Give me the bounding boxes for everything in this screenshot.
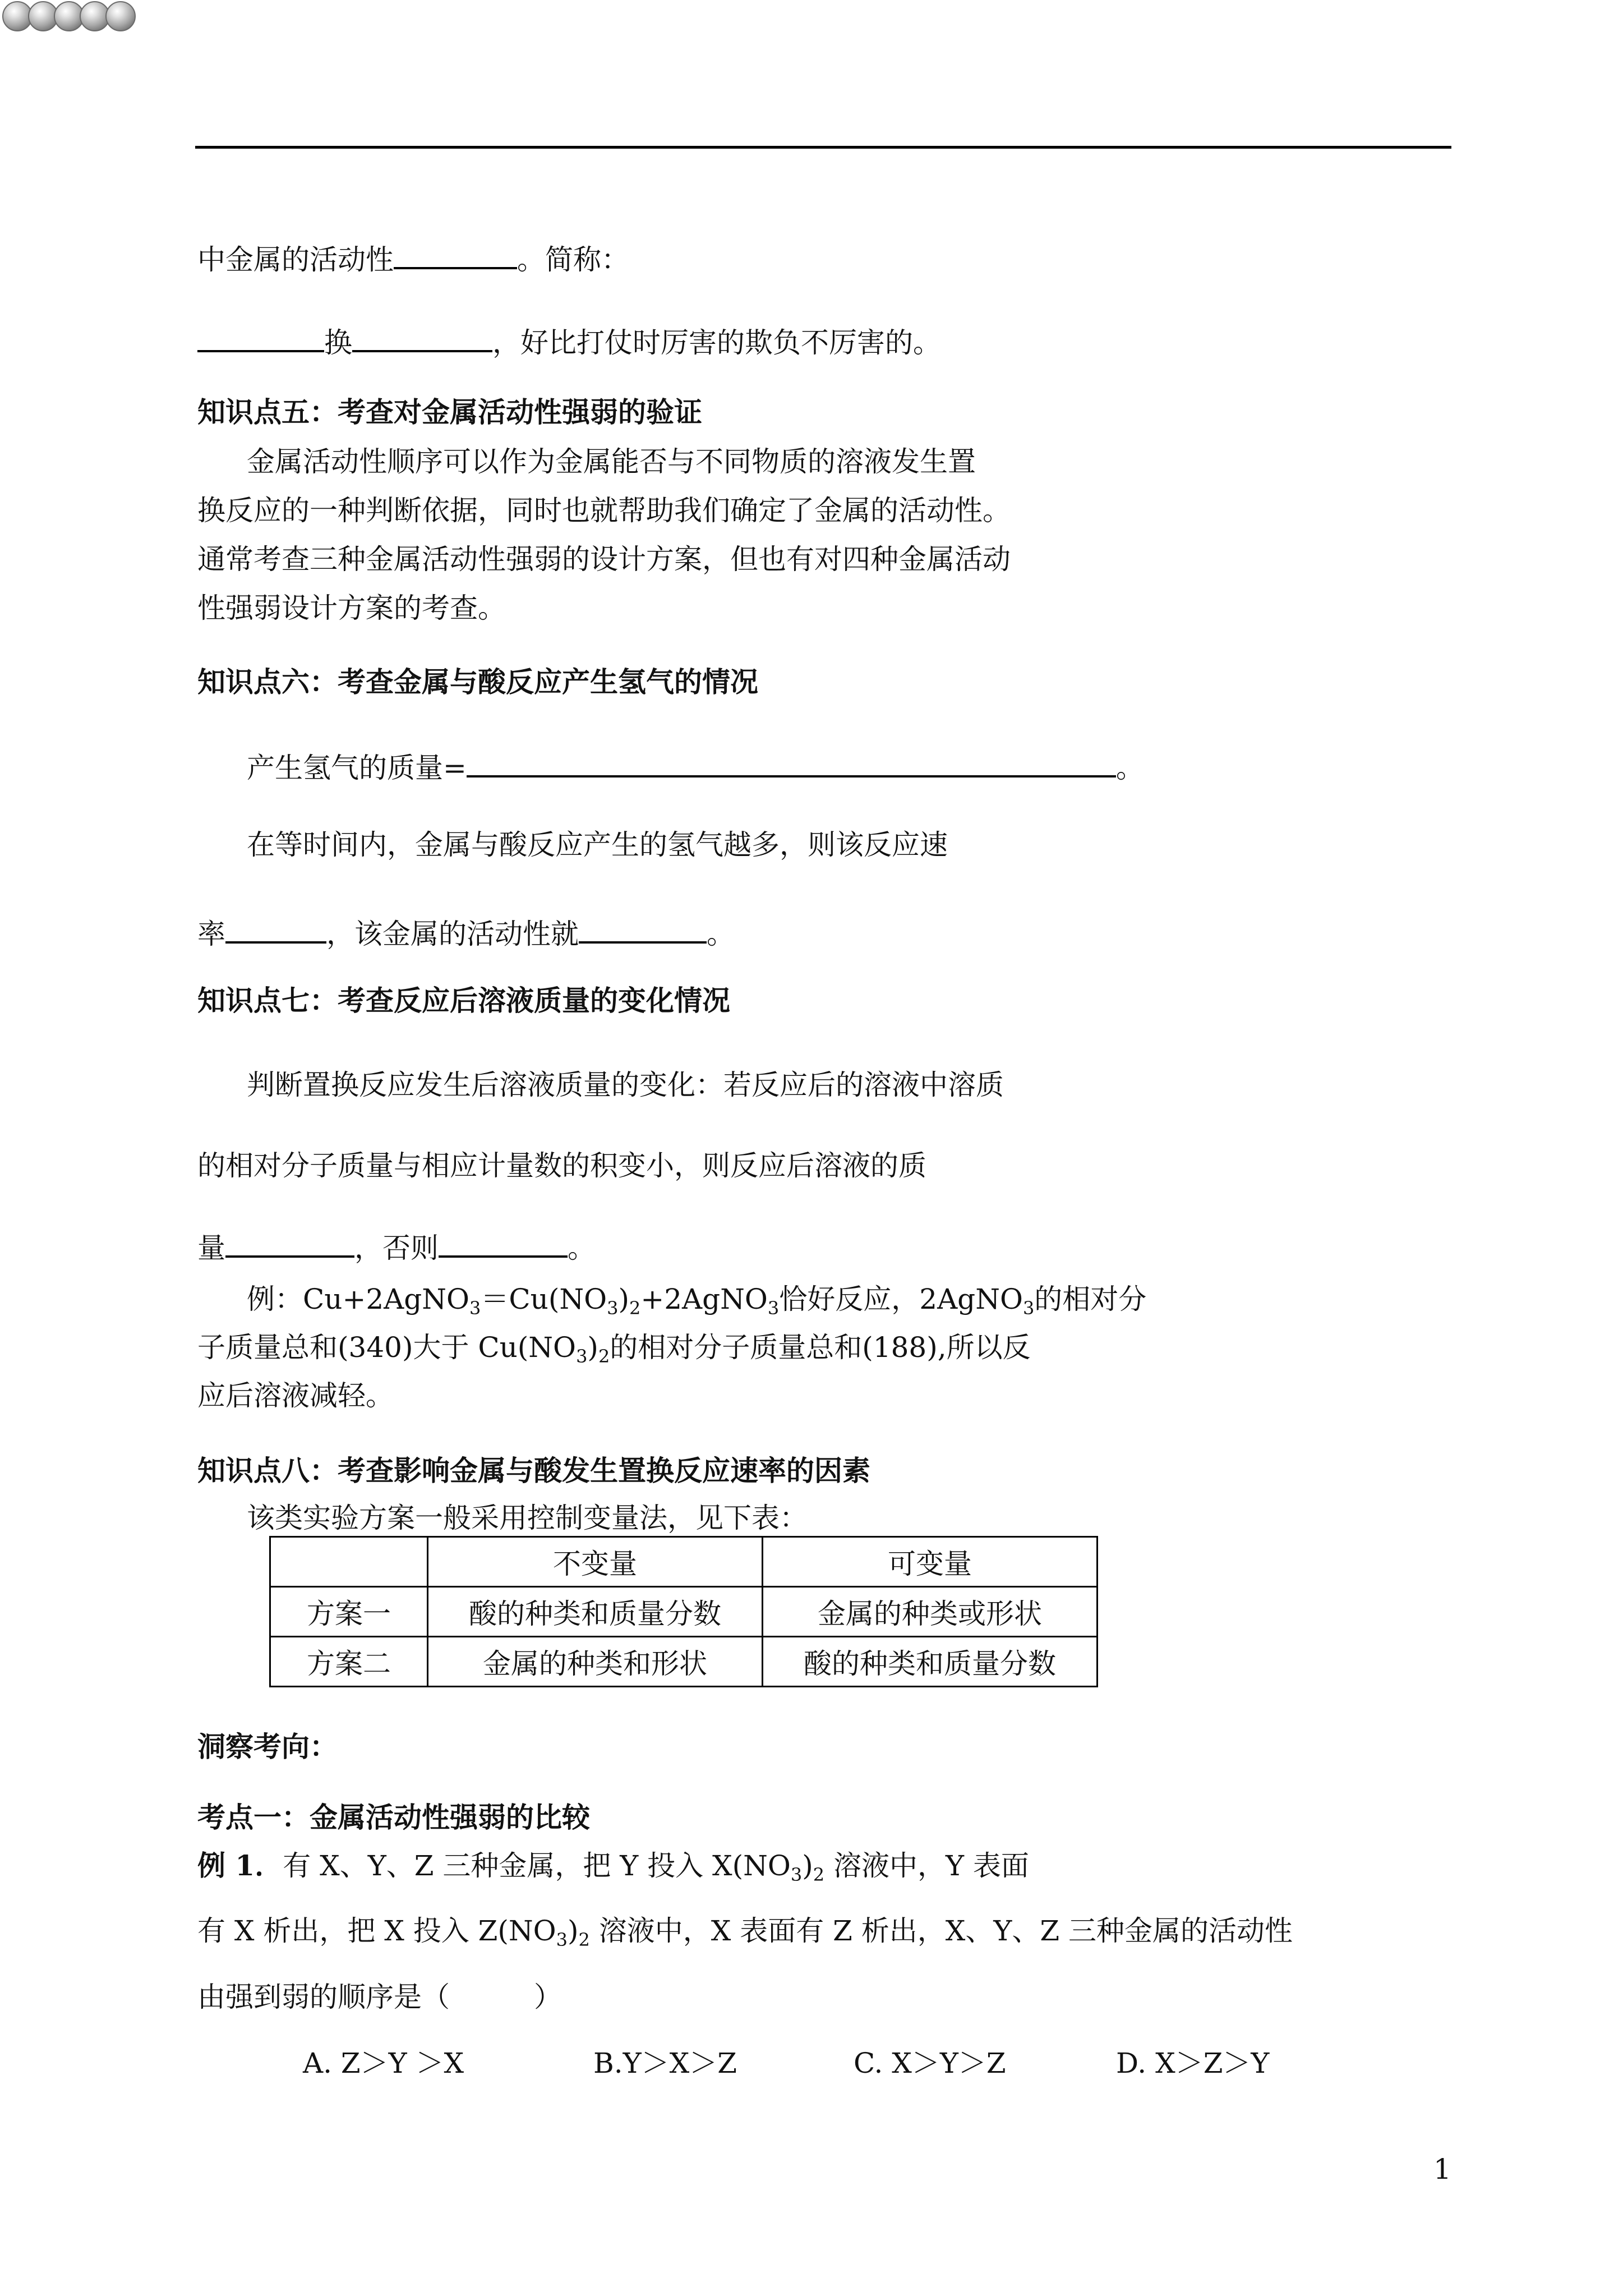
question-line: 例 1．有 X、Y、Z 三种金属，把 Y 投入 $X(NO_3)_2$ 溶液中，Y 表面 bbox=[197, 1849, 1029, 1885]
control-variable-table bbox=[269, 1536, 1098, 1687]
page-number: 1 bbox=[1433, 2153, 1451, 2185]
five-grey-balls-icon bbox=[2, 1, 131, 33]
fill-blank[interactable] bbox=[197, 324, 324, 352]
fill-blank[interactable] bbox=[439, 1230, 568, 1258]
section-heading: 知识点八：考查影响金属与酸发生置换反应速率的因素 bbox=[197, 1454, 870, 1487]
text-line: 例：$Cu+2AgNO_3=Cu(NO_3)_2+2AgNO_3$恰好反应，2AgNO$_3$的相对分 bbox=[247, 1283, 1147, 1319]
fill-blank[interactable] bbox=[352, 324, 492, 352]
question-line: 有 X 析出，把 X 投入 $Z(NO_3)_2$ 溶液中，X 表面有 Z 析出，X、Y、Z 三种金属的活动性 bbox=[197, 1915, 1293, 1950]
table-cell: 方案二 bbox=[270, 1637, 428, 1687]
fill-blank[interactable] bbox=[225, 915, 326, 944]
section-heading: 知识点五：考查对金属活动性强弱的验证 bbox=[197, 395, 702, 429]
table-row bbox=[270, 1637, 1098, 1687]
table-cell bbox=[270, 1537, 428, 1587]
section-heading: 知识点六：考查金属与酸反应产生氢气的情况 bbox=[197, 665, 758, 698]
table-cell: 金属的种类和形状 bbox=[428, 1637, 763, 1687]
table-cell: 酸的种类和质量分数 bbox=[763, 1637, 1098, 1687]
text-line: 金属活动性顺序可以作为金属能否与不同物质的溶液发生置 bbox=[247, 445, 976, 478]
text-line: 性强弱设计方案的考查。 bbox=[197, 592, 506, 624]
text-line: 产生氢气的质量= 。 bbox=[247, 749, 1144, 785]
fill-blank[interactable] bbox=[579, 915, 707, 944]
question-line: 由强到弱的顺序是（ ） bbox=[197, 1981, 562, 2013]
text-line: 换反应的一种判断依据，同时也就帮助我们确定了金属的活动性。 bbox=[197, 494, 1011, 527]
section-heading: 知识点七：考查反应后溶液质量的变化情况 bbox=[197, 984, 730, 1017]
table-cell: 可变量 bbox=[763, 1537, 1098, 1587]
fill-blank[interactable] bbox=[225, 1230, 354, 1258]
fill-blank[interactable] bbox=[394, 241, 517, 269]
text-line: 应后溶液减轻。 bbox=[197, 1379, 394, 1412]
option-d[interactable]: D. X＞Z＞Y bbox=[1116, 2047, 1270, 2079]
text-line: 判断置换反应发生后溶液质量的变化：若反应后的溶液中溶质 bbox=[247, 1069, 1004, 1101]
question-label: 例 1． bbox=[197, 1849, 283, 1882]
text-line: 在等时间内，金属与酸反应产生的氢气越多，则该反应速 bbox=[247, 829, 948, 861]
text-line: 量 ，否则 。 bbox=[197, 1230, 596, 1265]
fill-blank[interactable] bbox=[467, 749, 1116, 777]
text-line: 率 ，该金属的活动性就 。 bbox=[197, 915, 735, 951]
table-row bbox=[270, 1587, 1098, 1637]
text-line: 换 ，好比打仗时厉害的欺负不厉害的。 bbox=[197, 324, 941, 360]
section-heading: 洞察考向： bbox=[197, 1730, 338, 1763]
section-heading: 考点一：金属活动性强弱的比较 bbox=[197, 1801, 590, 1834]
header-rule bbox=[195, 146, 1451, 149]
option-b[interactable]: B.Y＞X＞Z bbox=[593, 2047, 737, 2079]
option-a[interactable]: A. Z＞Y ＞X bbox=[303, 2047, 464, 2079]
text-line: 通常考查三种金属活动性强弱的设计方案，但也有对四种金属活动 bbox=[197, 543, 1011, 576]
text-line: 子质量总和(340)大于 $Cu(NO_3)_2$的相对分子质量总和(188),所以反 bbox=[197, 1331, 1031, 1367]
table-cell: 金属的种类或形状 bbox=[763, 1587, 1098, 1637]
table-header-row bbox=[270, 1537, 1098, 1587]
table-cell: 酸的种类和质量分数 bbox=[428, 1587, 763, 1637]
text-line: 的相对分子质量与相应计量数的积变小，则反应后溶液的质 bbox=[197, 1149, 926, 1182]
text-line: 中金属的活动性 。简称： bbox=[197, 241, 629, 277]
table-cell: 不变量 bbox=[428, 1537, 763, 1587]
text-line: 该类实验方案一般采用控制变量法，见下表： bbox=[247, 1502, 808, 1534]
option-c[interactable]: C. X＞Y＞Z bbox=[854, 2047, 1006, 2079]
table-cell: 方案一 bbox=[270, 1587, 428, 1637]
